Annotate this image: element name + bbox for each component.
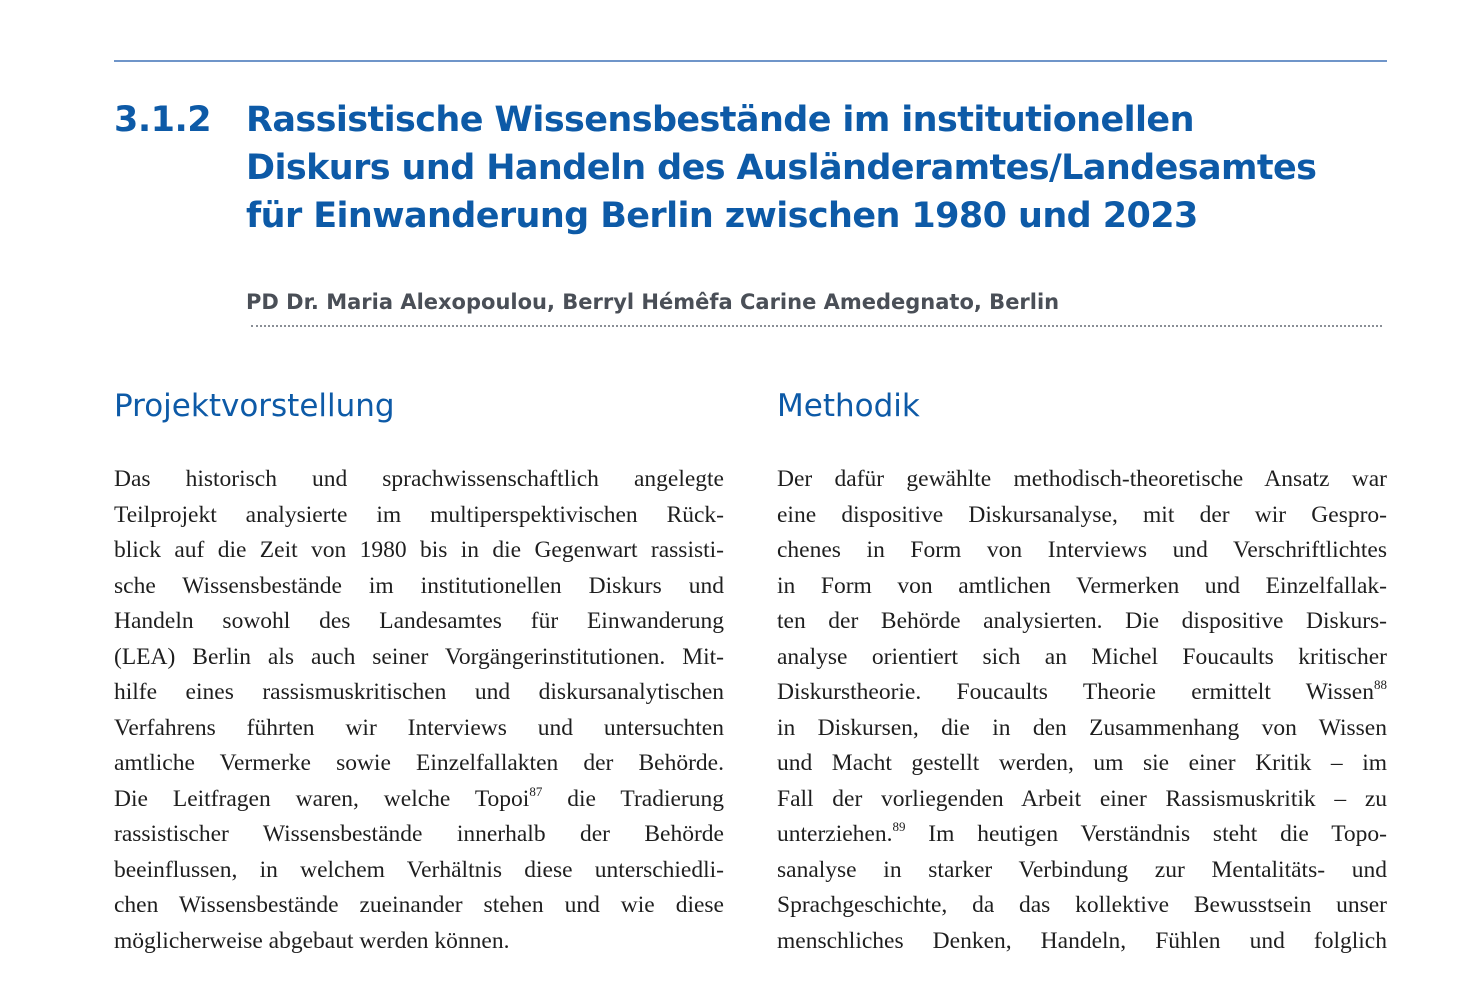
section-title-line: Diskurs und Handeln des Ausländeramtes/Landesamtes [246,148,1317,188]
text-line: (LEA) Berlin als auch seiner Vorgängerinstitutionen. Mit- [114,643,724,670]
heading-methodik: Methodik [777,388,920,424]
text-line: menschliches Denken, Handeln, Fühlen und folglich [777,927,1387,954]
text-line: sche Wissensbestände im institutionellen Diskurs und [114,572,724,599]
text-segment: die Tradierung [542,785,725,812]
text-segment: Die Leitfragen waren, welche Topoi [114,785,530,812]
text-line: chen Wissensbestände zueinander stehen und wie diese [114,892,724,918]
text-line: Fall der vorliegenden Arbeit einer Rassismuskritik – zu [777,785,1387,812]
methodik-paragraph [777,462,1387,959]
text-line: Sprachgeschichte, da das kollektive Bewusstsein unser [777,892,1387,918]
text-segment: Im heutigen Verständnis steht die Topo- [905,821,1387,847]
text-line: in Form von amtlichen Vermerken und Einzelfallak- [777,572,1387,599]
section-title-line: Rassistische Wissensbestände im institutionellen [246,100,1194,140]
text-line: blick auf die Zeit von 1980 bis in die Gegenwart rassisti- [114,537,724,563]
text-line: eine dispositive Diskursanalyse, mit der wir Gespro- [777,501,1387,528]
top-divider [114,60,1387,62]
footnote-ref-89[interactable]: 89 [892,819,906,834]
text-line: Das historisch und sprachwissenschaftlich angelegte [114,466,724,492]
text-line: rassistischer Wissensbestände innerhalb der Behörde [114,821,724,847]
footnote-ref-87[interactable]: 87 [529,783,543,799]
text-line: möglicherweise abgebaut werden können. [114,927,510,954]
text-line: und Macht gestellt werden, um sie einer Kritik – im [777,750,1387,776]
text-segment: unterziehen. [777,821,893,847]
text-line: hilfe eines rassismuskritischen und diskursanalytischen [114,679,724,705]
text-line: Verfahrens führten wir Interviews und untersuchten [114,714,724,741]
text-line-with-footnote [777,675,1387,711]
text-line: sanalyse in starker Verbindung zur Mentalitäts- und [777,856,1387,883]
text-segment: Diskurstheorie. Foucaults Theorie ermittelt Wissen [777,679,1374,705]
text-line: Handeln sowohl des Landesamtes für Einwanderung [114,608,724,634]
text-line: analyse orientiert sich an Michel Foucaults kritischer [777,643,1387,670]
text-line: beeinflussen, in welchem Verhältnis diese unterschiedli- [114,856,724,883]
text-line: Teilprojekt analysierte im multiperspektivischen Rück- [114,501,724,528]
footnote-ref-88[interactable]: 88 [1374,677,1387,692]
section-title [246,96,1346,240]
authors-divider [251,325,1382,327]
heading-projektvorstellung: Projektvorstellung [114,388,395,424]
projektvorstellung-paragraph [114,462,724,959]
text-line-with-footnote [777,817,1387,853]
section-title-line: für Einwanderung Berlin zwischen 1980 und 2023 [246,196,1198,236]
section-number: 3.1.2 [114,100,212,140]
authors-line: PD Dr. Maria Alexopoulou, Berryl Hémêfa Carine Amedegnato, Berlin [246,290,1060,314]
text-line: ten der Behörde analysierten. Die dispositive Diskurs- [777,608,1387,634]
text-line: in Diskursen, die in den Zusammenhang von Wissen [777,714,1387,741]
text-line: amtliche Vermerke sowie Einzelfallakten der Behörde. [114,750,724,776]
text-line-with-footnote [114,782,724,818]
text-line: Der dafür gewählte methodisch-theoretische Ansatz war [777,466,1387,492]
text-line: chenes in Form von Interviews und Verschriftlichtes [777,537,1387,563]
